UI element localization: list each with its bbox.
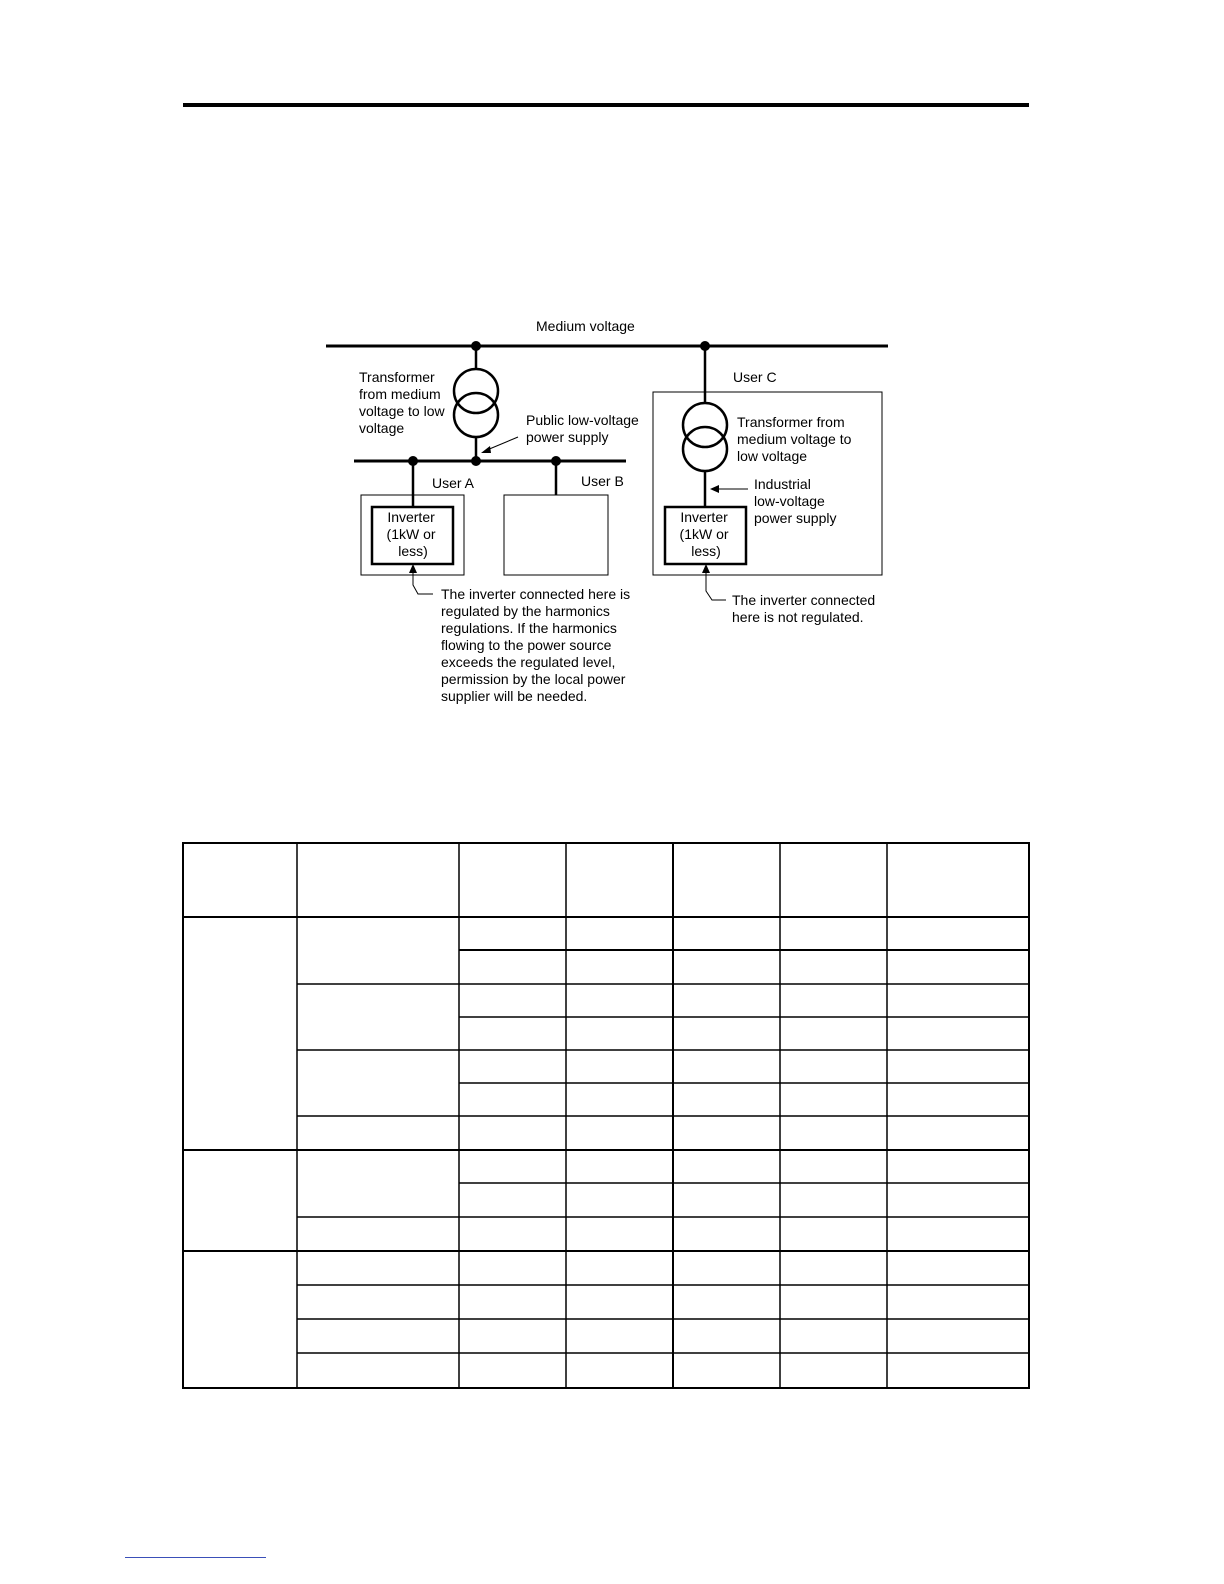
note-not-regulated: The inverter connected here is not regulated.: [732, 592, 876, 625]
industrial-supply-label: Industrial low-voltage power supply: [754, 476, 837, 526]
medium-voltage-label: Medium voltage: [536, 318, 635, 334]
user-c-label: User C: [733, 369, 777, 385]
user-b-label: User B: [581, 473, 624, 489]
note-regulated: The inverter connected here is regulated by the harmonics regulations. If the harmonics flowing to the power source exceeds the regulated level, permission by the local power supplier will be needed.: [441, 586, 631, 704]
user-a-label: User A: [432, 475, 475, 491]
inverter-c-label: Inverter (1kW or less): [679, 509, 729, 559]
transformer-right-label: Transformer from medium voltage to low voltage: [737, 414, 852, 464]
public-supply-label: Public low-voltage power supply: [526, 412, 639, 445]
inverter-a-label: Inverter (1kW or less): [386, 509, 436, 559]
transformer-left-label: Transformer from medium voltage to low voltage: [359, 369, 445, 436]
footer-link-rule: [125, 1557, 266, 1558]
